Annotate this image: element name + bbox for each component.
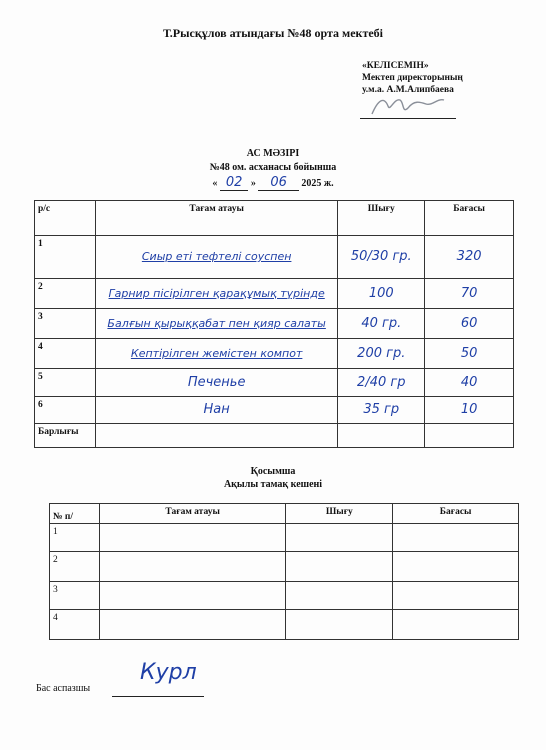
row-price: 70 [425, 279, 514, 309]
table-row [35, 309, 514, 339]
menu-date [0, 177, 546, 190]
chef-signature-line [112, 696, 204, 697]
appendix-subtitle: Ақылы тамақ кешені [223, 479, 323, 490]
header-num: р/с [35, 201, 96, 236]
appendix-table [49, 503, 519, 640]
row-dish-name: Печенье [95, 369, 337, 397]
row-price: 50 [425, 339, 514, 369]
row-num: 5 [35, 369, 96, 397]
row-yield: 35 гр [338, 397, 425, 424]
school-title: Т.Рысқұлов атындағы №48 орта мектебі [163, 26, 383, 40]
appendix-name-cell [99, 610, 286, 640]
appendix-title: Қосымша [250, 466, 296, 477]
table-row [35, 339, 514, 369]
row-price: 60 [425, 309, 514, 339]
date-close-quote: » [250, 178, 256, 189]
row-num: 1 [35, 236, 96, 279]
approval-block [362, 60, 463, 96]
appendix-row-num: 4 [50, 610, 100, 640]
row-dish-name: Балғын қырыққабат пен қияр салаты [95, 309, 337, 339]
row-dish-name: Сиыр еті тефтелі соуспен [95, 236, 337, 279]
table-row [35, 279, 514, 309]
appendix-header-yield: Шығу [286, 504, 393, 524]
appendix-name-cell [99, 552, 286, 582]
chef-signature: Курл [140, 660, 197, 685]
appendix-row-num: 1 [50, 524, 100, 552]
row-yield: 200 гр. [338, 339, 425, 369]
row-num: 3 [35, 309, 96, 339]
table-row [35, 236, 514, 279]
approval-signature-line [360, 118, 456, 119]
date-year: 2025 ж. [301, 178, 334, 189]
row-dish-name: Кептірілген жемістен компот [95, 339, 337, 369]
table-row [50, 524, 519, 552]
table-row [50, 552, 519, 582]
date-open-quote: « [212, 178, 218, 189]
approval-line-1: Мектеп директорының [362, 73, 463, 83]
appendix-price-cell [393, 610, 519, 640]
row-num: 4 [35, 339, 96, 369]
appendix-name-cell [99, 582, 286, 610]
appendix-yield-cell [286, 552, 393, 582]
menu-subtitle: №48 ом. асханасы бойынша [209, 162, 337, 173]
menu-table [34, 200, 514, 448]
row-num: 6 [35, 397, 96, 424]
date-day: 02 [220, 175, 249, 191]
appendix-yield-cell [286, 524, 393, 552]
row-yield: 40 гр. [338, 309, 425, 339]
table-row [50, 610, 519, 640]
appendix-price-cell [393, 582, 519, 610]
row-yield: 100 [338, 279, 425, 309]
menu-table-header [35, 201, 514, 236]
approval-line-2: у.м.а. А.М.Алипбаева [362, 85, 454, 95]
row-dish-name: Нан [95, 397, 337, 424]
director-signature [368, 92, 448, 120]
row-price: 10 [425, 397, 514, 424]
appendix-table-header [50, 504, 519, 524]
table-row [35, 397, 514, 424]
total-label: Барлығы [35, 424, 96, 448]
total-price-cell [425, 424, 514, 448]
appendix-name-cell [99, 524, 286, 552]
row-yield: 50/30 гр. [338, 236, 425, 279]
total-yield-cell [338, 424, 425, 448]
row-price: 40 [425, 369, 514, 397]
header-price: Бағасы [425, 201, 514, 236]
row-num: 2 [35, 279, 96, 309]
table-row [35, 369, 514, 397]
appendix-header-name: Тағам атауы [99, 504, 286, 524]
appendix-yield-cell [286, 582, 393, 610]
menu-title: АС МӘЗІРІ [246, 148, 300, 159]
row-yield: 2/40 гр [338, 369, 425, 397]
appendix-row-num: 3 [50, 582, 100, 610]
appendix-header-num: № п/ [50, 504, 100, 524]
table-row [50, 582, 519, 610]
row-dish-name: Гарнир пісірілген қарақұмық түрінде [95, 279, 337, 309]
header-name: Тағам атауы [95, 201, 337, 236]
chef-label: Бас аспазшы [36, 683, 91, 694]
total-row [35, 424, 514, 448]
appendix-price-cell [393, 552, 519, 582]
header-yield: Шығу [338, 201, 425, 236]
appendix-yield-cell [286, 610, 393, 640]
row-price: 320 [425, 236, 514, 279]
appendix-header-price: Бағасы [393, 504, 519, 524]
date-month: 06 [258, 175, 299, 191]
approval-label: «КЕЛІСЕМІН» [362, 61, 429, 71]
appendix-price-cell [393, 524, 519, 552]
appendix-row-num: 2 [50, 552, 100, 582]
total-name-cell [95, 424, 337, 448]
